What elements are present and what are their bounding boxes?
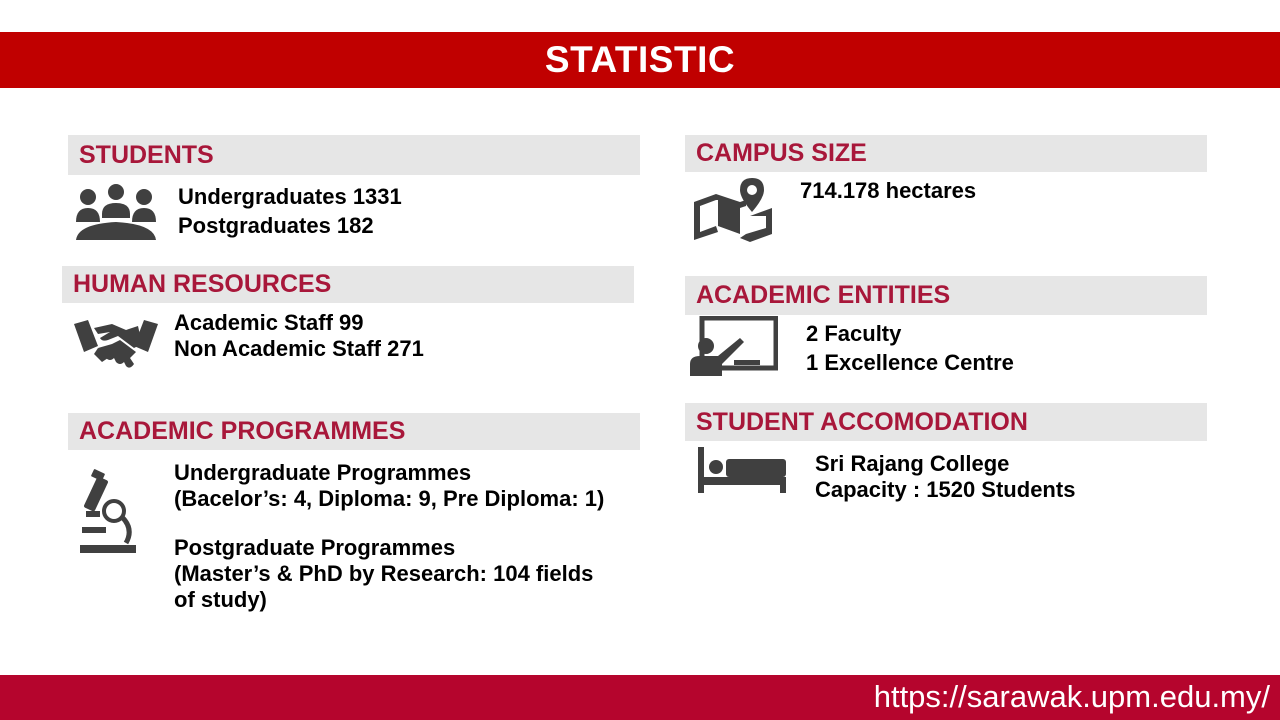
map-location-icon (690, 176, 776, 247)
title-banner (0, 32, 1280, 88)
student-accomodation-text (815, 451, 1075, 503)
postgrad-programmes-detail: (Master’s & PhD by Research: 104 fields (174, 561, 594, 586)
academic-programmes-heading (68, 413, 640, 450)
microscope-icon (78, 469, 138, 560)
student-accomodation-heading-label: STUDENT ACCOMODATION (696, 407, 1028, 436)
non-academic-staff: Non Academic Staff 271 (174, 336, 424, 361)
academic-programmes-heading-label: ACADEMIC PROGRAMMES (79, 417, 406, 445)
undergrad-programmes-text (174, 460, 604, 512)
human-resources-heading-label: HUMAN RESOURCES (73, 270, 332, 298)
undergrad-programmes-title: Undergraduate Programmes (174, 460, 472, 485)
college-capacity: Capacity : 1520 Students (815, 477, 1076, 502)
students-heading (68, 135, 640, 175)
excellence-centre-count: 1 Excellence Centre (806, 350, 1014, 375)
campus-size-value: 714.178 hectares (800, 178, 977, 203)
presentation-icon (688, 316, 778, 383)
bed-icon (696, 445, 788, 500)
academic-staff: Academic Staff 99 (174, 310, 364, 335)
faculty-count: 2 Faculty (806, 321, 902, 346)
campus-size-heading (685, 135, 1207, 172)
student-accomodation-heading (685, 403, 1207, 441)
postgrad-programmes-detail-cont: of study) (174, 587, 267, 612)
postgrad-programmes-text (174, 535, 593, 613)
people-group-icon (74, 184, 158, 247)
students-postgraduates: Postgraduates 182 (178, 213, 374, 238)
campus-size-heading-label: CAMPUS SIZE (696, 139, 867, 167)
academic-entities-heading (685, 276, 1207, 315)
postgrad-programmes-title: Postgraduate Programmes (174, 535, 456, 560)
academic-entities-heading-label: ACADEMIC ENTITIES (696, 281, 951, 309)
footer-bar (0, 675, 1280, 720)
page-title: STATISTIC (544, 39, 736, 80)
academic-entities-text (806, 319, 1014, 377)
human-resources-text (174, 310, 424, 362)
human-resources-heading (62, 266, 634, 303)
handshake-icon (72, 318, 160, 377)
college-name: Sri Rajang College (815, 451, 1010, 476)
campus-size-text (800, 176, 976, 205)
footer-url[interactable]: https://sarawak.upm.edu.my/ (873, 679, 1270, 714)
students-heading-label: STUDENTS (79, 140, 214, 169)
undergrad-programmes-detail: (Bacelor’s: 4, Diploma: 9, Pre Diploma: 1) (174, 486, 605, 511)
students-text (178, 182, 402, 240)
students-undergraduates: Undergraduates 1331 (178, 184, 402, 209)
